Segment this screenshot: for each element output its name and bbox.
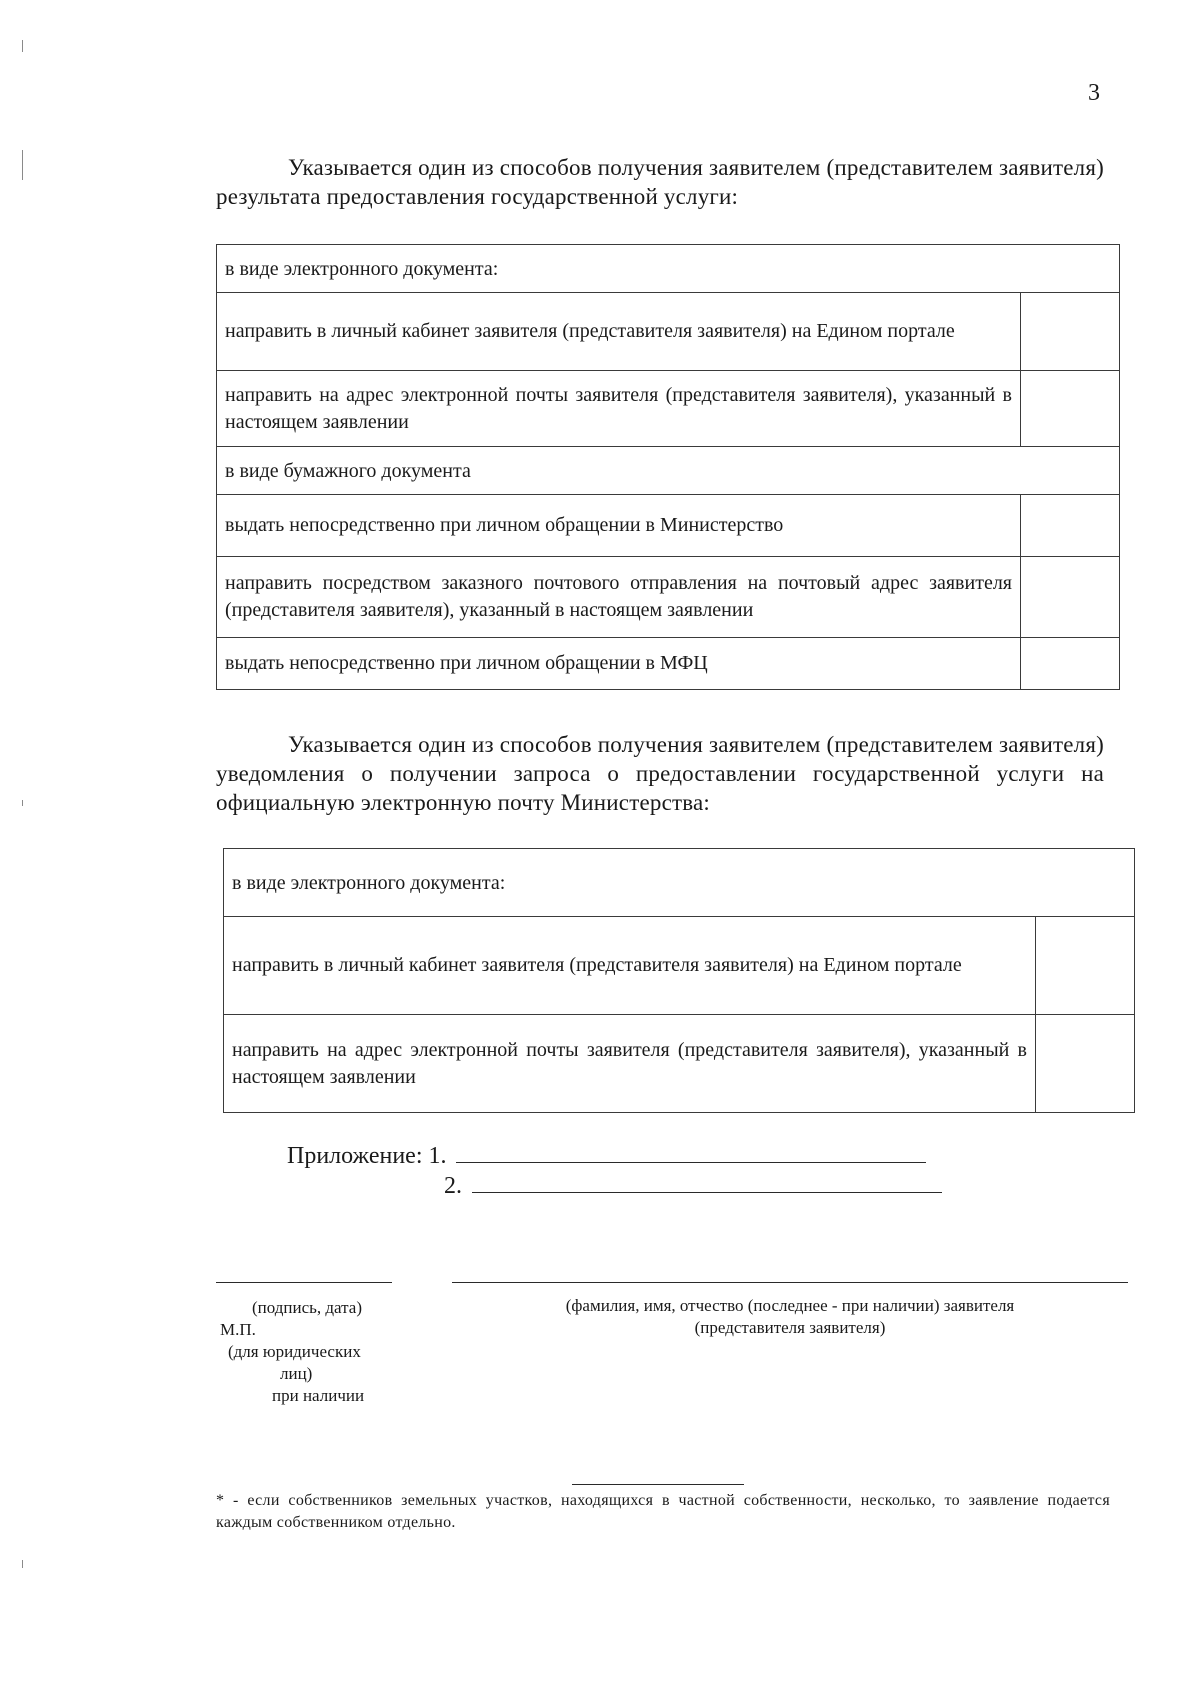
- scan-margin-mark: [22, 1560, 23, 1568]
- delivery-method-table: [216, 244, 1120, 690]
- scan-margin-mark: [22, 800, 23, 806]
- table-cell-label: направить посредством заказного почтового отправления на почтовый адрес заявителя (представителя заявителя), указанный в настоящем заявлении: [217, 557, 1021, 638]
- attachment-line-1: [287, 1143, 926, 1170]
- name-line[interactable]: [452, 1282, 1128, 1283]
- attachment-blank-2[interactable]: [472, 1191, 942, 1193]
- delivery-method-intro: [216, 153, 1104, 211]
- table-cell-label: направить на адрес электронной почты заявителя (представителя заявителя), указанный в настоящем заявлении: [224, 1015, 1036, 1113]
- table-cell-label: выдать непосредственно при личном обращении в МФЦ: [217, 638, 1021, 690]
- footnote-separator: [572, 1484, 744, 1485]
- scan-margin-mark: [22, 150, 23, 180]
- table-row: [217, 293, 1120, 371]
- option-checkbox[interactable]: [1036, 917, 1135, 1015]
- caption-line: лиц): [280, 1364, 313, 1383]
- option-checkbox[interactable]: [1021, 495, 1120, 557]
- table-row-header: [217, 447, 1120, 495]
- attachment-item-number: 2.: [444, 1173, 462, 1199]
- table-row-header: [217, 245, 1120, 293]
- table-cell-label: выдать непосредственно при личном обращении в Министерство: [217, 495, 1021, 557]
- table-cell-label: в виде электронного документа:: [224, 849, 1135, 917]
- table-row: [217, 638, 1120, 690]
- option-checkbox[interactable]: [1021, 638, 1120, 690]
- table-cell-label: в виде электронного документа:: [217, 245, 1120, 293]
- option-checkbox[interactable]: [1036, 1015, 1135, 1113]
- page-number: 3: [1088, 80, 1100, 106]
- table-row-header: [224, 849, 1135, 917]
- caption-line: при наличии: [272, 1386, 365, 1405]
- table-row: [224, 917, 1135, 1015]
- table-cell-label: направить в личный кабинет заявителя (представителя заявителя) на Едином портале: [217, 293, 1021, 371]
- table-row: [217, 371, 1120, 447]
- table-row: [217, 557, 1120, 638]
- option-checkbox[interactable]: [1021, 371, 1120, 447]
- footnote: * - если собственников земельных участков, находящихся в частной собственности, несколько, то заявление подается каждым собственником отдельно.: [216, 1492, 1110, 1531]
- option-checkbox[interactable]: [1021, 557, 1120, 638]
- table-cell-label: направить на адрес электронной почты заявителя (представителя заявителя), указанный в настоящем заявлении: [217, 371, 1021, 447]
- table-cell-label: направить в личный кабинет заявителя (представителя заявителя) на Едином портале: [224, 917, 1036, 1015]
- caption-line: (представителя заявителя): [694, 1318, 886, 1337]
- notification-method-table: [223, 848, 1135, 1113]
- table-row: [224, 1015, 1135, 1113]
- table-row: [217, 495, 1120, 557]
- attachment-line-2: [444, 1173, 942, 1200]
- attachment-blank-1[interactable]: [456, 1161, 926, 1163]
- signature-caption: [218, 1297, 398, 1407]
- caption-line: (для юридических: [228, 1342, 361, 1361]
- table-cell-label: в виде бумажного документа: [217, 447, 1120, 495]
- caption-line: (фамилия, имя, отчество (последнее - при наличии) заявителя: [565, 1296, 1015, 1315]
- notification-method-intro-text: Указывается один из способов получения заявителем (представителем заявителя) уведомления о получении запроса о предоставлении государственной услуги на официальную электронную почту Министерства:: [216, 732, 1104, 815]
- scan-margin-mark: [22, 40, 23, 52]
- signature-line[interactable]: [216, 1282, 392, 1283]
- option-checkbox[interactable]: [1021, 293, 1120, 371]
- attachment-label: Приложение: 1.: [287, 1143, 447, 1169]
- caption-line: М.П.: [220, 1320, 256, 1339]
- caption-line: (подпись, дата): [252, 1298, 363, 1317]
- name-caption: [452, 1295, 1128, 1339]
- delivery-method-intro-text: Указывается один из способов получения заявителем (представителем заявителя) результата предоставления государственной услуги:: [216, 155, 1104, 209]
- notification-method-intro: [216, 730, 1104, 817]
